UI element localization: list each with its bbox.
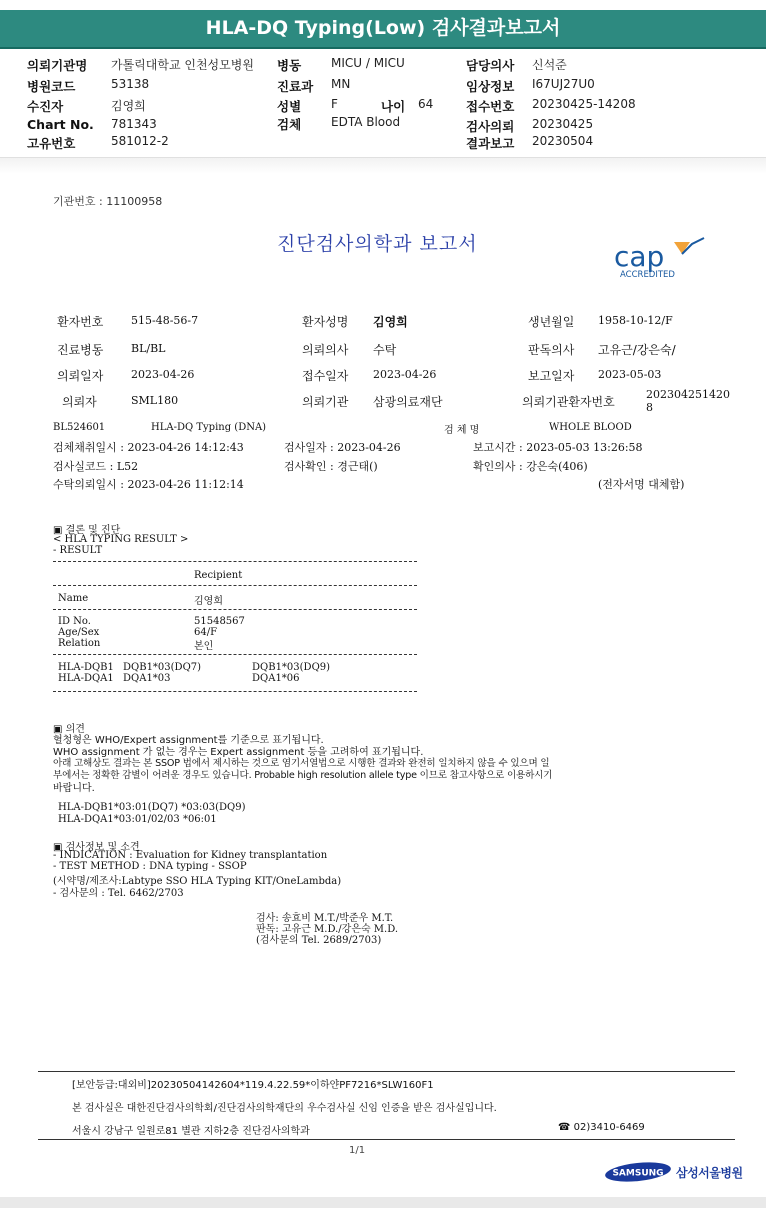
page-number: 1/1 bbox=[349, 1145, 366, 1156]
opinion-line-5: 바랍니다. bbox=[53, 783, 95, 794]
confirm-doctor: 확인의사 : 강은숙(406) bbox=[473, 460, 588, 473]
opinion-line-4: 부에서는 정확한 감별이 어려운 경우도 있습니다. Probable high resolution allele type 이므로 참고사항으로 이용하시기 bbox=[53, 770, 553, 781]
pt-label-birth: 생년월일 bbox=[528, 315, 575, 329]
result-sub-result: - RESULT bbox=[53, 545, 103, 556]
label-clinical-info: 임상정보 bbox=[466, 79, 515, 94]
value-clinical-info: I67UJ27U0 bbox=[532, 77, 595, 91]
dqb1-allele-2: DQB1*03(DQ9) bbox=[252, 662, 331, 673]
value-test-request: 20230425 bbox=[532, 117, 594, 131]
signature-tester: 검사: 송효비 M.T./박준우 M.T. bbox=[256, 913, 394, 924]
agesex-value: 64/F bbox=[194, 627, 218, 638]
relation-value: 본인 bbox=[194, 641, 214, 652]
value-receipt-no: 20230425-14208 bbox=[532, 97, 636, 111]
pt-value-request-date: 2023-04-26 bbox=[131, 368, 195, 381]
info-reagent: (시약명/제조사:Labtype SSO HLA Typing KIT/OneLambda) bbox=[53, 876, 342, 887]
collect-time: 검체채취일시 : 2023-04-26 14:12:43 bbox=[53, 441, 244, 454]
pt-label-receipt-date: 접수일자 bbox=[302, 369, 349, 383]
pt-label-doctor: 의뢰의사 bbox=[302, 343, 349, 357]
footer-top-line bbox=[38, 1071, 735, 1072]
pt-value-org: 삼광의료재단 bbox=[373, 395, 443, 409]
dqa1-allele-2: DQA1*06 bbox=[252, 673, 300, 684]
name-value: 김영희 bbox=[194, 596, 223, 607]
result-divider bbox=[53, 654, 417, 655]
id-label: ID No. bbox=[58, 616, 91, 627]
recipient-header: Recipient bbox=[194, 570, 243, 581]
header-separator bbox=[0, 157, 766, 174]
result-sub-hla-typing: < HLA TYPING RESULT > bbox=[53, 534, 189, 545]
opinion-title: ▣ 의견 bbox=[53, 724, 85, 735]
label-department: 진료과 bbox=[277, 79, 314, 94]
value-patient: 김영희 bbox=[111, 99, 146, 113]
value-doctor: 신석준 bbox=[532, 58, 567, 72]
samsung-logo-text: SAMSUNG bbox=[612, 1168, 664, 1179]
opinion-line-3: 아래 고해상도 결과는 본 SSOP 법에서 제시하는 것으로 염기서열법으로 시행한 결과와 완전히 일치하지 않을 수 있으며 일 bbox=[53, 758, 550, 769]
lab-report-title: 진단검사의학과 보고서 bbox=[277, 233, 478, 255]
report-title-bar: HLA-DQ Typing(Low) 검사결과보고서 bbox=[0, 10, 766, 49]
label-patient: 수진자 bbox=[27, 99, 64, 114]
specimen-value: WHOLE BLOOD bbox=[549, 422, 632, 433]
info-contact: - 검사문의 : Tel. 6462/2703 bbox=[53, 888, 184, 899]
hospital-name: 삼성서울병원 bbox=[676, 1166, 743, 1180]
pt-label-number: 환자번호 bbox=[57, 315, 104, 329]
value-department: MN bbox=[331, 77, 351, 91]
high-res-dqb1: HLA-DQB1*03:01(DQ7) *03:03(DQ9) bbox=[58, 802, 246, 813]
test-date: 검사일자 : 2023-04-26 bbox=[284, 441, 401, 454]
header-info bbox=[0, 50, 766, 165]
cap-accredited-text: ACCREDITED bbox=[620, 270, 675, 280]
footer-bottom-line bbox=[38, 1139, 735, 1140]
signature-reader: 판독: 고유근 M.D./강은숙 M.D. bbox=[256, 924, 399, 935]
dqa1-label: HLA-DQA1 bbox=[58, 673, 114, 684]
agesex-label: Age/Sex bbox=[58, 627, 100, 638]
certification-text: 본 검사실은 대한진단검사의학회/진단검사의학재단의 우수검사실 신임 인증을 받은 검사실입니다. bbox=[72, 1103, 497, 1114]
pt-value-doctor: 수탁 bbox=[373, 343, 397, 357]
opinion-line-2: WHO assignment 가 없는 경우는 Expert assignment 등을 고려하여 표기됩니다. bbox=[53, 747, 424, 758]
pt-value-number: 515-48-56-7 bbox=[131, 314, 199, 327]
value-specimen: EDTA Blood bbox=[331, 115, 401, 129]
pt-value-requester: SML180 bbox=[131, 394, 179, 407]
result-divider bbox=[53, 609, 417, 610]
pt-label-report-date: 보고일자 bbox=[528, 369, 575, 383]
pt-value-reader: 고유근/강은숙/ bbox=[598, 343, 676, 357]
pt-label-request-date: 의뢰일자 bbox=[57, 369, 104, 383]
dqb1-allele-1: DQB1*03(DQ7) bbox=[123, 662, 202, 673]
security-line: [보안등급:대외비]20230504142604*119.4.22.59*이하얀PF7216*SLW160F1 bbox=[72, 1080, 434, 1091]
cap-accredited-logo bbox=[612, 236, 707, 280]
pt-label-org: 의뢰기관 bbox=[302, 395, 349, 409]
test-name: HLA-DQ Typing (DNA) bbox=[151, 422, 267, 433]
pt-label-ward: 진료병동 bbox=[57, 343, 104, 357]
specimen-label: 검 체 명 bbox=[444, 425, 480, 436]
value-ward: MICU / MICU bbox=[331, 56, 405, 70]
pt-label-org-patient-no: 의뢰기관환자번호 bbox=[522, 395, 615, 409]
label-chart-no: Chart No. bbox=[27, 117, 94, 132]
result-section-title: ▣ 결론 및 진단 bbox=[53, 525, 121, 536]
opinion-line-1: 혈청형은 WHO/Expert assignment를 기준으로 표기됩니다. bbox=[53, 735, 324, 746]
high-res-dqa1: HLA-DQA1*03:01/02/03 *06:01 bbox=[58, 814, 217, 825]
test-code: BL524601 bbox=[53, 422, 106, 433]
relation-label: Relation bbox=[58, 638, 101, 649]
info-title: ▣ 검사정보 및 소견 bbox=[53, 842, 140, 853]
page-bottom-band bbox=[0, 1197, 766, 1208]
name-label: Name bbox=[58, 593, 89, 604]
pt-value-ward: BL/BL bbox=[131, 342, 166, 355]
label-unique-no: 고유번호 bbox=[27, 136, 76, 151]
value-chart-no: 781343 bbox=[111, 117, 157, 131]
pt-value-org-patient-no-b: 8 bbox=[646, 401, 653, 414]
label-requesting-org: 의뢰기관명 bbox=[27, 58, 88, 73]
pt-label-requester: 의뢰자 bbox=[62, 395, 97, 409]
result-divider bbox=[53, 561, 417, 562]
consign-time: 수탁의뢰일시 : 2023-04-26 11:12:14 bbox=[53, 478, 244, 491]
value-hospital-code: 53138 bbox=[111, 77, 150, 91]
signature-contact: (검사문의 Tel. 2689/2703) bbox=[256, 935, 382, 946]
value-unique-no: 581012-2 bbox=[111, 134, 169, 148]
pt-value-receipt-date: 2023-04-26 bbox=[373, 368, 437, 381]
phone-number: ☎ 02)3410-6469 bbox=[558, 1122, 645, 1133]
value-age: 64 bbox=[418, 97, 434, 111]
value-requesting-org: 가톨릭대학교 인천성모병원 bbox=[111, 58, 254, 72]
label-ward: 병동 bbox=[277, 58, 302, 73]
label-receipt-no: 접수번호 bbox=[466, 99, 515, 114]
info-test-method: - TEST METHOD : DNA typing - SSOP bbox=[53, 861, 247, 872]
label-result-report: 결과보고 bbox=[466, 136, 515, 151]
report-time: 보고시간 : 2023-05-03 13:26:58 bbox=[473, 441, 643, 454]
info-indication: - INDICATION : Evaluation for Kidney transplantation bbox=[53, 850, 328, 861]
address-text: 서울시 강남구 일원로81 별관 지하2층 진단검사의학과 bbox=[72, 1126, 310, 1137]
dqa1-allele-1: DQA1*03 bbox=[123, 673, 171, 684]
result-divider bbox=[53, 691, 417, 692]
pt-value-birth: 1958-10-12/F bbox=[598, 314, 673, 327]
institution-number: 기관번호 : 11100958 bbox=[53, 195, 163, 208]
pt-value-report-date: 2023-05-03 bbox=[598, 368, 662, 381]
pt-label-name: 환자성명 bbox=[302, 315, 349, 329]
pt-label-reader: 판독의사 bbox=[528, 343, 575, 357]
test-check: 검사확인 : 경근태() bbox=[284, 460, 378, 473]
label-age: 나이 bbox=[381, 99, 406, 114]
dqb1-label: HLA-DQB1 bbox=[58, 662, 114, 673]
value-sex: F bbox=[331, 97, 338, 111]
label-sex: 성별 bbox=[277, 99, 302, 114]
electronic-signature: (전자서명 대체함) bbox=[598, 478, 685, 491]
result-divider bbox=[53, 585, 417, 586]
value-result-report: 20230504 bbox=[532, 134, 594, 148]
label-specimen: 검체 bbox=[277, 117, 302, 132]
samsung-logo bbox=[604, 1162, 672, 1182]
label-doctor: 담당의사 bbox=[466, 58, 515, 73]
pt-value-org-patient-no-a: 202304251420 bbox=[646, 388, 730, 401]
label-hospital-code: 병원코드 bbox=[27, 79, 76, 94]
label-test-request: 검사의뢰 bbox=[466, 119, 515, 134]
pt-value-name: 김영희 bbox=[373, 315, 408, 329]
id-value: 51548567 bbox=[194, 616, 245, 627]
cap-logo-text: cap bbox=[614, 240, 665, 273]
lab-room-code: 검사실코드 : L52 bbox=[53, 460, 139, 473]
